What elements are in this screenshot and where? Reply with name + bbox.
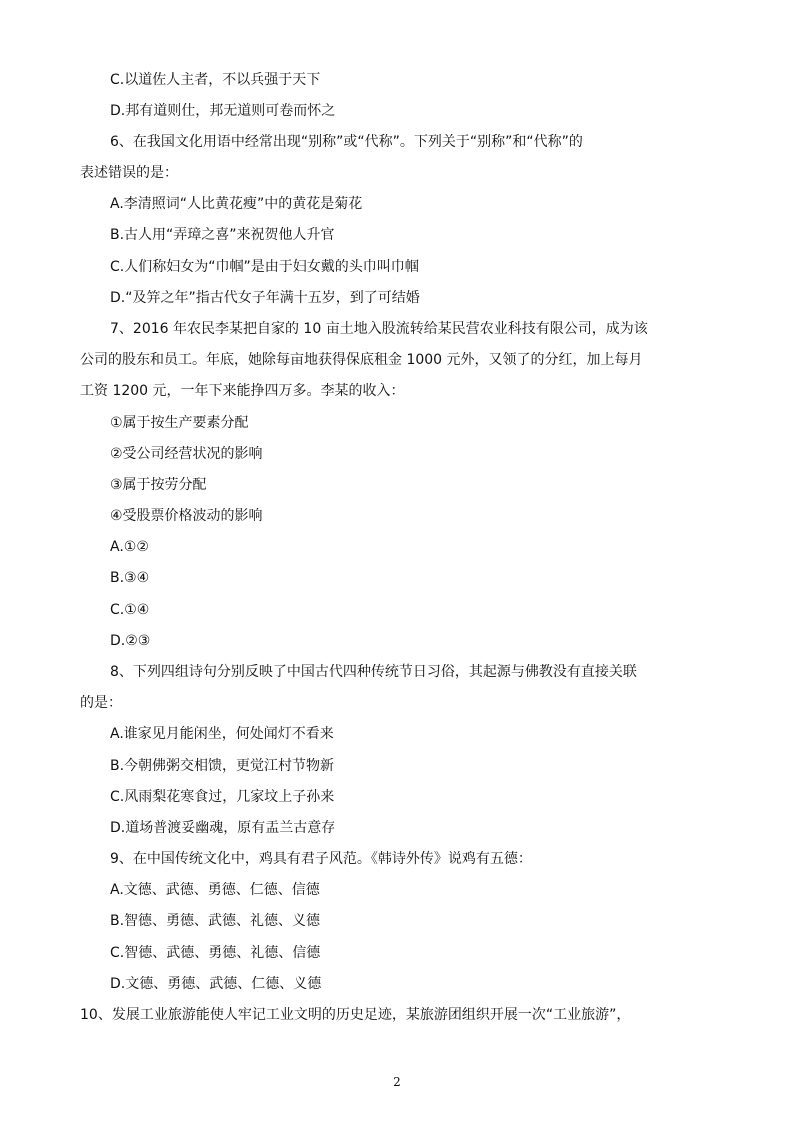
q6-stem-line1: 6、在我国文化用语中经常出现“别称”或“代称”。下列关于“别称”和“代称”的: [110, 134, 583, 150]
q7-stem-line2: 公司的股东和员工。年底，她除每亩地获得保底租金 1000 元外，又领了的分红，加上每月: [80, 352, 643, 368]
q7-stem-line3: 工资 1200 元，一年下来能挣四万多。李某的收入：: [80, 383, 405, 399]
q9-option-d: D.文德、勇德、武德、仁德、义德: [110, 976, 322, 992]
q7-option-a: A.①②: [110, 539, 149, 555]
q8-option-a: A.谁家见月能闲坐，何处闻灯不看来: [110, 726, 334, 742]
q9-option-b: B.智德、勇德、武德、礼德、义德: [110, 913, 321, 929]
q7-item-2: ②受公司经营状况的影响: [110, 446, 263, 462]
q8-stem-line2: 的是：: [80, 695, 122, 711]
q8-option-b: B.今朝佛粥交相馈，更觉江村节物新: [110, 758, 335, 774]
q7-option-d: D.②③: [110, 633, 151, 649]
q8-stem-line1: 8、下列四组诗句分别反映了中国古代四种传统节日习俗，其起源与佛教没有直接关联: [110, 664, 637, 680]
q5-option-c: C.以道佐人主者，不以兵强于天下: [110, 72, 321, 88]
q7-item-4: ④受股票价格波动的影响: [110, 508, 263, 524]
q7-option-b: B.③④: [110, 570, 150, 586]
q7-option-c: C.①④: [110, 602, 150, 618]
q7-stem-line1: 7、2016 年农民李某把自家的 10 亩土地入股流转给某民营农业科技有限公司，成为该: [110, 321, 648, 337]
q6-option-d: D.“及笄之年”指古代女子年满十五岁，到了可结婚: [110, 290, 420, 306]
q7-item-3: ③属于按劳分配: [110, 477, 207, 493]
q7-item-1: ①属于按生产要素分配: [110, 415, 249, 431]
q6-option-b: B.古人用“弄璋之喜”来祝贺他人升官: [110, 227, 335, 243]
q6-stem-line2: 表述错误的是：: [80, 165, 178, 181]
q6-option-c: C.人们称妇女为“巾帼”是由于妇女戴的头巾叫巾帼: [110, 259, 419, 275]
q9-option-c: C.智德、武德、勇德、礼德、信德: [110, 945, 321, 961]
q8-option-d: D.道场普渡妥幽魂，原有盂兰古意存: [110, 820, 336, 836]
q9-option-a: A.文德、武德、勇德、仁德、信德: [110, 882, 320, 898]
q9-stem: 9、在中国传统文化中，鸡具有君子风范。《韩诗外传》说鸡有五德：: [110, 851, 532, 867]
q6-option-a: A.李清照词“人比黄花瘦”中的黄花是菊花: [110, 196, 363, 212]
page-number: 2: [393, 1075, 401, 1089]
q5-option-d: D.邦有道则仕，邦无道则可卷而怀之: [110, 103, 336, 119]
q10-stem-line1: 10、发展工业旅游能使人牢记工业文明的历史足迹，某旅游团组织开展一次“工业旅游”，: [80, 1007, 631, 1023]
q8-option-c: C.风雨梨花寒食过，几家坟上子孙来: [110, 789, 335, 805]
